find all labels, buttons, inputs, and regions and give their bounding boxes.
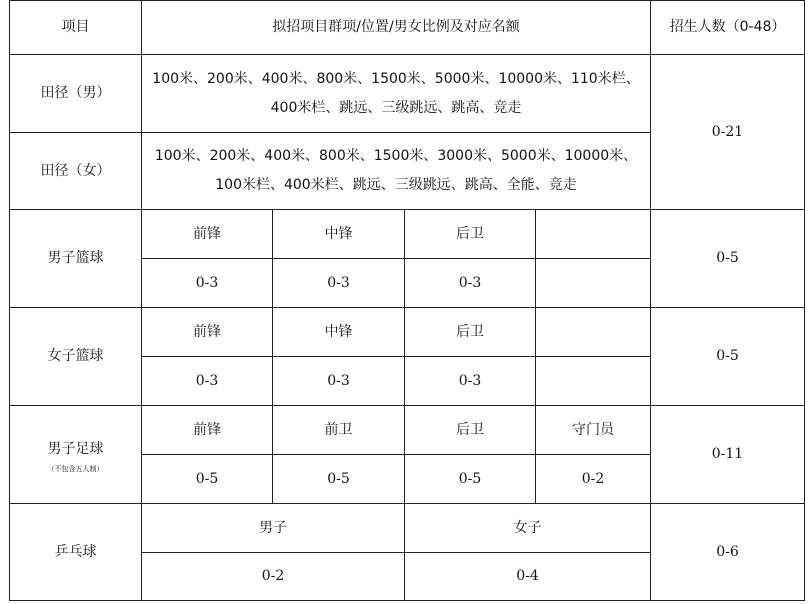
header-count: 招生人数（0-48） (651, 1, 805, 55)
bm-quota-3: 0-3 (405, 259, 536, 308)
football-men-note: （不包含五人制） (47, 464, 104, 473)
athletics-men-name: 田径（男） (10, 55, 142, 133)
tt-group-women: 女子 (405, 504, 651, 553)
fm-quota-1: 0-5 (142, 455, 273, 504)
bw-quota-2: 0-3 (273, 357, 405, 406)
fm-position-3: 后卫 (405, 406, 536, 455)
bw-quota-3: 0-3 (405, 357, 536, 406)
fm-position-1: 前锋 (142, 406, 273, 455)
fm-quota-4: 0-2 (536, 455, 651, 504)
basketball-men-name: 男子篮球 (10, 210, 142, 308)
bm-position-1: 前锋 (142, 210, 273, 259)
tt-quota-men: 0-2 (142, 553, 405, 601)
football-men-name: 男子足球 (47, 441, 104, 457)
fm-quota-3: 0-5 (405, 455, 536, 504)
athletics-women-events: 100米、200米、400米、800米、1500米、3000米、5000米、10000米、100米栏、400米栏、跳远、三级跳远、跳高、全能、竞走 (142, 133, 651, 210)
bw-position-4 (536, 308, 651, 357)
fm-quota-2: 0-5 (273, 455, 405, 504)
basketball-women-count: 0-5 (651, 308, 805, 406)
bm-position-2: 中锋 (273, 210, 405, 259)
bw-quota-4 (536, 357, 651, 406)
tt-group-men: 男子 (142, 504, 405, 553)
bw-position-1: 前锋 (142, 308, 273, 357)
bm-position-4 (536, 210, 651, 259)
athletics-count: 0-21 (651, 55, 805, 210)
header-item: 项目 (10, 1, 142, 55)
header-groups: 拟招项目群项/位置/男女比例及对应名额 (142, 1, 651, 55)
fm-position-4: 守门员 (536, 406, 651, 455)
athletics-women-name: 田径（女） (10, 133, 142, 210)
table-tennis-name: 乒乓球 (10, 504, 142, 601)
bm-quota-4 (536, 259, 651, 308)
football-men-cell (10, 406, 142, 504)
fm-position-2: 前卫 (273, 406, 405, 455)
athletics-men-events: 100米、200米、400米、800米、1500米、5000米、10000米、110米栏、400米栏、跳远、三级跳远、跳高、竞走 (142, 55, 651, 133)
basketball-men-count: 0-5 (651, 210, 805, 308)
table-tennis-count: 0-6 (651, 504, 805, 601)
bw-position-2: 中锋 (273, 308, 405, 357)
bw-position-3: 后卫 (405, 308, 536, 357)
recruitment-table (9, 0, 805, 601)
tt-quota-women: 0-4 (405, 553, 651, 601)
bm-quota-2: 0-3 (273, 259, 405, 308)
basketball-women-name: 女子篮球 (10, 308, 142, 406)
bm-position-3: 后卫 (405, 210, 536, 259)
football-men-count: 0-11 (651, 406, 805, 504)
bw-quota-1: 0-3 (142, 357, 273, 406)
bm-quota-1: 0-3 (142, 259, 273, 308)
